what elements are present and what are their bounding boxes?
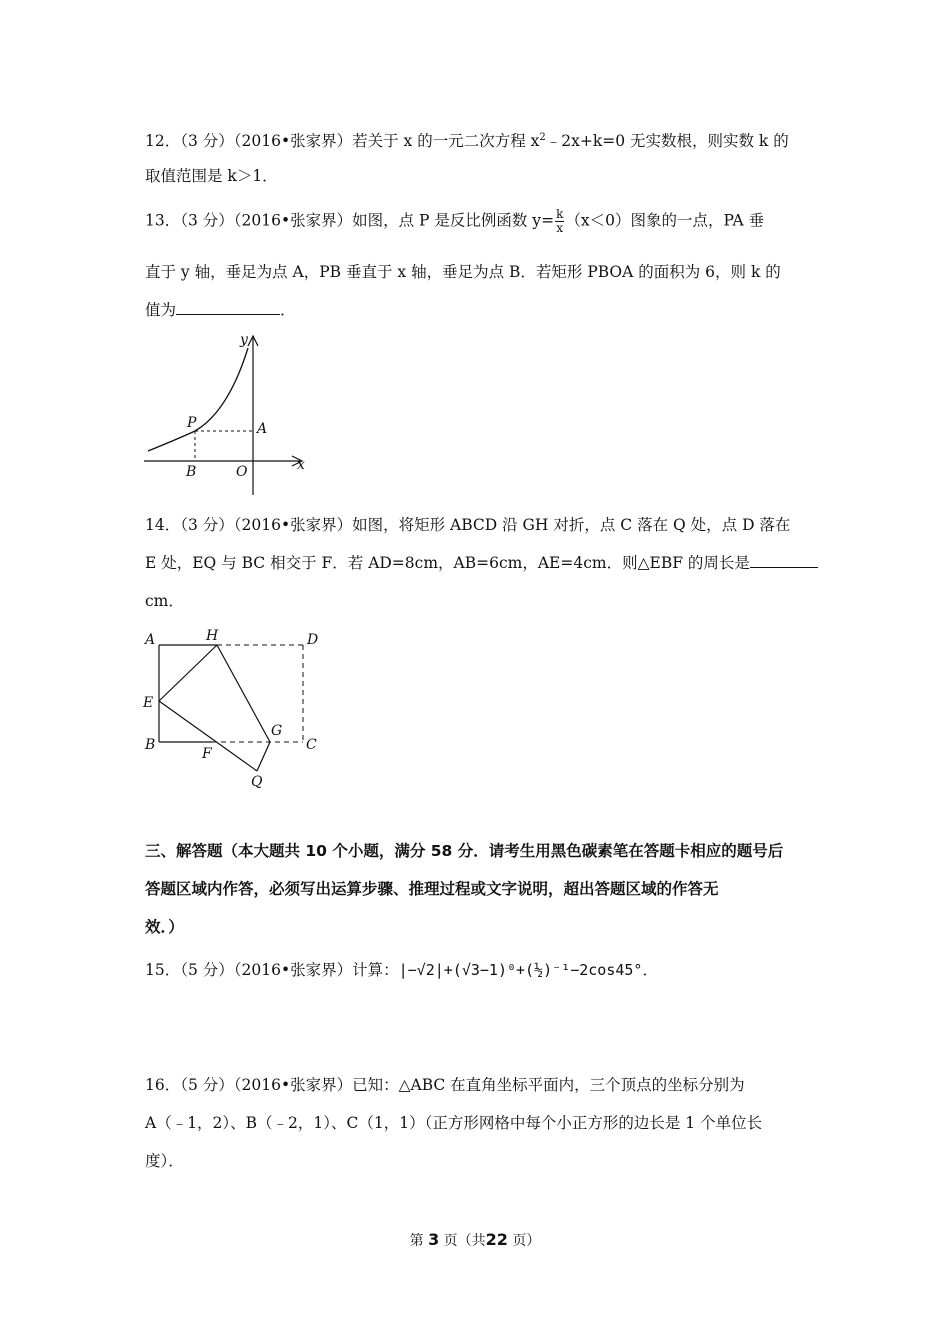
q13-fraction — [555, 208, 564, 235]
q15-formula: |−√2|+(√3−1)⁰+(½)⁻¹−2cos45° — [398, 961, 643, 979]
q14-label-g: G — [271, 723, 283, 739]
section3-line2: 答题区域内作答，必须写出运算步骤、推理过程或文字说明，超出答题区域的作答无 — [145, 880, 719, 898]
q13-label-p: P — [187, 415, 197, 431]
q13-line3 — [145, 300, 296, 320]
q14-label-b: B — [145, 737, 156, 753]
q14-text-a: E 处，EQ 与 BC 相交于 F．若 AD=8cm，AB=6cm，AE=4cm．则△EBF 的周长是 — [145, 554, 750, 572]
q13-text-a: 13．（3 分）（2016•张家界）如图，点 P 是反比例函数 y= — [145, 211, 555, 230]
q14-segment-hg — [217, 645, 270, 742]
q13-text-end: ． — [280, 301, 296, 319]
q12-text-b: ﹣2x+k=0 无实数根，则实数 k 的 — [545, 132, 789, 150]
q12-line1 — [145, 128, 789, 151]
q13-label-b: B — [186, 464, 197, 480]
q14-line2 — [145, 553, 818, 573]
q14-answer-blank — [750, 553, 818, 568]
q14-figure — [140, 625, 330, 795]
q12-text-a: 12．（3 分）（2016•张家界）若关于 x 的一元二次方程 x — [145, 132, 540, 150]
q14-line3: cm． — [145, 592, 184, 610]
footer-total-pages: 22 — [485, 1230, 508, 1249]
q13-label-o: O — [236, 464, 248, 480]
q13-text-b: （x＜0）图象的一点，PA 垂 — [565, 211, 765, 230]
q13-text-c: 值为 — [145, 301, 177, 319]
footer-pre: 第 — [409, 1233, 424, 1249]
q14-label-c: C — [306, 737, 317, 753]
q14-label-q: Q — [251, 774, 263, 790]
page-footer — [0, 1230, 950, 1250]
footer-mid: 页（共 — [443, 1233, 486, 1249]
q14-segment-he — [159, 645, 217, 701]
q12-line2: 取值范围是 k＞1． — [145, 167, 278, 185]
q15-prefix: 15．（5 分）（2016•张家界）计算： — [145, 961, 399, 979]
q14-label-f: F — [202, 746, 212, 762]
section3-line3: 效．） — [145, 918, 184, 936]
q15-line — [145, 960, 658, 980]
q13-frac-numerator: k — [556, 207, 564, 221]
q13-label-a: A — [257, 421, 268, 437]
q14-line1: 14．（3 分）（2016•张家界）如图，将矩形 ABCD 沿 GH 对折，点 C 落在 Q 处，点 D 落在 — [145, 516, 791, 534]
q14-label-d: D — [307, 632, 319, 648]
q13-line1 — [145, 208, 764, 235]
q13-label-y: y — [240, 332, 248, 348]
q14-label-a: A — [145, 632, 156, 648]
q13-figure — [140, 330, 320, 500]
q13-curve — [148, 348, 248, 451]
q13-line2: 直于 y 轴，垂足为点 A，PB 垂直于 x 轴，垂足为点 B．若矩形 PBOA 的面积为 6，则 k 的 — [145, 263, 781, 281]
footer-post: 页） — [512, 1233, 541, 1249]
q14-label-e: E — [143, 695, 154, 711]
q16-line2: A（﹣1，2）、B（﹣2，1）、C（1，1）（正方形网格中每个小正方形的边长是 1 个单位长 — [145, 1114, 763, 1132]
footer-page-number: 3 — [428, 1230, 440, 1249]
q12-superscript: 2 — [539, 132, 546, 143]
q13-frac-denominator: x — [556, 221, 564, 235]
q16-line3: 度）． — [145, 1152, 184, 1170]
q15-end: ． — [642, 961, 658, 979]
q14-label-h: H — [206, 628, 219, 644]
q14-segment-gq — [257, 742, 270, 771]
q13-label-x: x — [297, 457, 305, 473]
q13-answer-blank — [176, 300, 280, 315]
q16-line1: 16．（5 分）（2016•张家界）已知：△ABC 在直角坐标平面内，三个顶点的坐标分别为 — [145, 1076, 745, 1094]
section3-line1: 三、解答题（本大题共 10 个小题，满分 58 分．请考生用黑色碳素笔在答题卡相应的题号后 — [145, 842, 784, 860]
